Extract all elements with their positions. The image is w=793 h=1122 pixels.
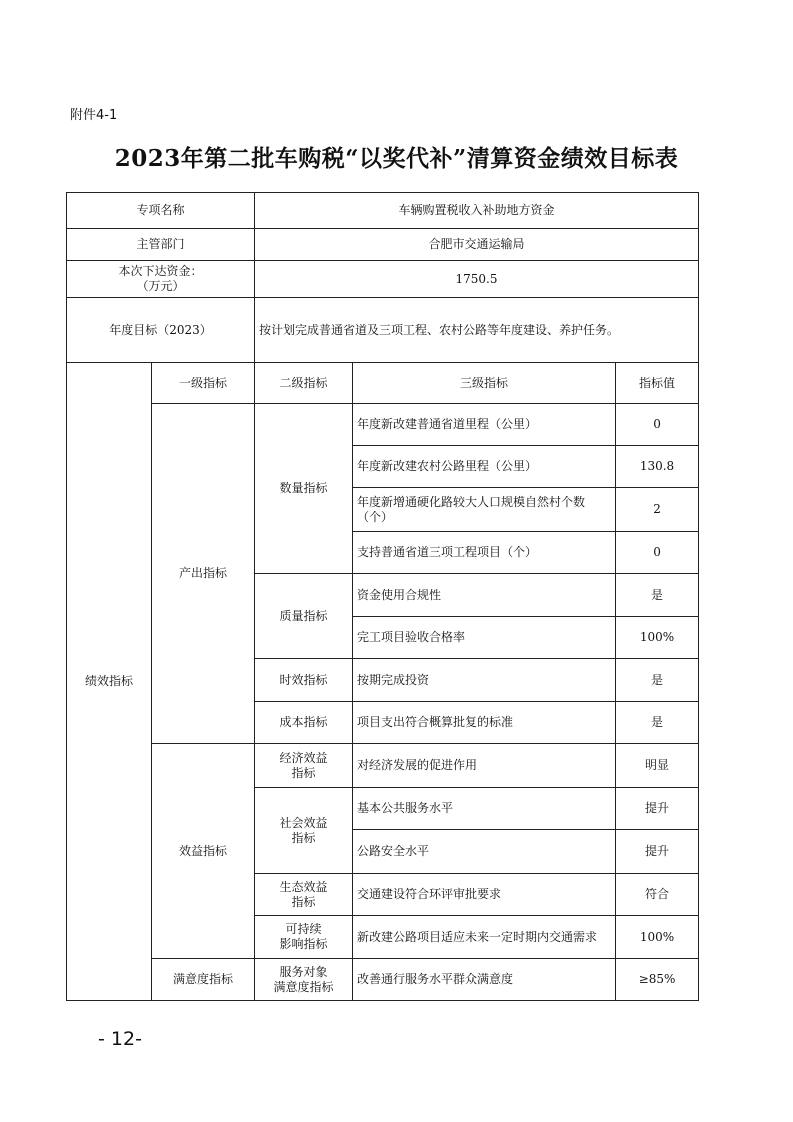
dept-row (67, 229, 699, 261)
indicator-value: 100% (616, 617, 699, 659)
indicator-value: 明显 (616, 744, 699, 788)
sub-social-line1: 社会效益 (279, 815, 328, 830)
page-number: - 12- (98, 1028, 142, 1050)
sub-service-line2: 满意度指标 (273, 979, 334, 994)
indicator-value: 是 (616, 702, 699, 744)
project-name-row (67, 193, 699, 229)
indicator-value: 0 (616, 532, 699, 574)
attachment-label: 附件4-1 (70, 108, 118, 123)
sub-service-line1: 服务对象 (279, 964, 328, 979)
sub-sustainable (255, 916, 353, 959)
indicator-name: 完工项目验收合格率 (353, 617, 616, 659)
sub-ecological-line2: 指标 (291, 894, 316, 909)
indicator-name: 改善通行服务水平群众满意度 (353, 959, 616, 1001)
indicator-name: 支持普通省道三项工程项目（个） (353, 532, 616, 574)
sub-quality: 质量指标 (255, 574, 353, 659)
perf-indicator-label: 绩效指标 (67, 363, 152, 1001)
table-row (67, 404, 699, 446)
sub-economic (255, 744, 353, 788)
indicator-name: 年度新增通硬化路较大人口规模自然村个数（个） (353, 488, 616, 532)
indicator-value: 符合 (616, 874, 699, 916)
funds-value: 1750.5 (255, 261, 699, 298)
sub-ecological-line1: 生态效益 (279, 879, 328, 894)
dept-label: 主管部门 (67, 229, 255, 261)
group-output: 产出指标 (152, 404, 255, 744)
indicator-name: 年度新改建普通省道里程（公里） (353, 404, 616, 446)
indicator-value: 提升 (616, 830, 699, 874)
indicator-name: 基本公共服务水平 (353, 788, 616, 830)
indicator-value: 0 (616, 404, 699, 446)
sub-economic-line2: 指标 (291, 765, 316, 780)
indicator-value: 是 (616, 659, 699, 702)
indicator-name: 按期完成投资 (353, 659, 616, 702)
sub-social (255, 788, 353, 874)
indicator-value: 提升 (616, 788, 699, 830)
funds-label (67, 261, 255, 298)
col-level2: 二级指标 (255, 363, 353, 404)
group-satisfaction: 满意度指标 (152, 959, 255, 1001)
col-level3: 三级指标 (353, 363, 616, 404)
project-name-value: 车辆购置税收入补助地方资金 (255, 193, 699, 229)
sub-economic-line1: 经济效益 (279, 750, 328, 765)
funds-label-line1: 本次下达资金： (118, 264, 203, 278)
indicator-name: 资金使用合规性 (353, 574, 616, 617)
performance-target-table (66, 192, 699, 1001)
indicator-name: 对经济发展的促进作用 (353, 744, 616, 788)
indicator-name: 公路安全水平 (353, 830, 616, 874)
sub-sustainable-line2: 影响指标 (279, 937, 328, 951)
annual-goal-value: 按计划完成普通省道及三项工程、农村公路等年度建设、养护任务。 (255, 298, 699, 363)
indicator-value: ≥85% (616, 959, 699, 1001)
table-row (67, 959, 699, 1001)
col-level1: 一级指标 (152, 363, 255, 404)
project-name-label: 专项名称 (67, 193, 255, 229)
sub-service (255, 959, 353, 1001)
annual-goal-row (67, 298, 699, 363)
indicator-name: 交通建设符合环评审批要求 (353, 874, 616, 916)
sub-sustainable-line1: 可持续 (285, 922, 322, 936)
sub-cost: 成本指标 (255, 702, 353, 744)
group-benefit: 效益指标 (152, 744, 255, 959)
indicator-value: 100% (616, 916, 699, 959)
funds-label-line2: （万元） (136, 279, 185, 293)
document-title: 2023年第二批车购税“以奖代补”清算资金绩效目标表 (114, 145, 679, 172)
sub-time: 时效指标 (255, 659, 353, 702)
sub-ecological (255, 874, 353, 916)
indicator-name: 年度新改建农村公路里程（公里） (353, 446, 616, 488)
table-row (67, 744, 699, 788)
funds-row (67, 261, 699, 298)
dept-value: 合肥市交通运输局 (255, 229, 699, 261)
indicator-value: 2 (616, 488, 699, 532)
indicator-name: 新改建公路项目适应未来一定时期内交通需求 (353, 916, 616, 959)
column-header-row (67, 363, 699, 404)
annual-goal-label: 年度目标（2023） (67, 298, 255, 363)
sub-social-line2: 指标 (291, 830, 316, 845)
indicator-value: 130.8 (616, 446, 699, 488)
col-value: 指标值 (616, 363, 699, 404)
sub-quantity: 数量指标 (255, 404, 353, 574)
indicator-name: 项目支出符合概算批复的标准 (353, 702, 616, 744)
indicator-value: 是 (616, 574, 699, 617)
